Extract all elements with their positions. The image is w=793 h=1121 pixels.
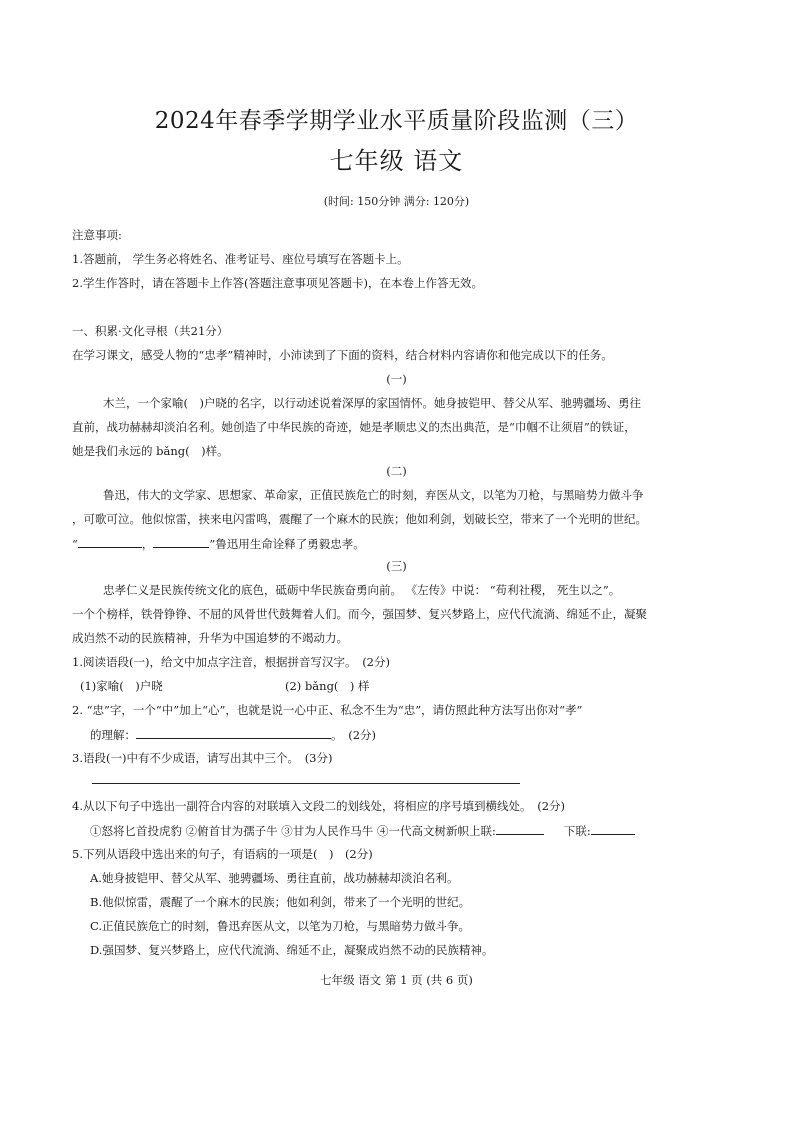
passage2-line-3-text: ”鲁迅用生命诠释了勇毅忠孝。 xyxy=(209,537,365,551)
lower-couplet-label: 下联: xyxy=(563,824,591,838)
section1-intro: 在学习课文，感受人物的“忠孝”精神时，小沛读到了下面的资料，结合材料内容请你和他完成以下的任务。 xyxy=(72,348,613,362)
section1-heading: 一、积累·文化寻根（共21分） xyxy=(72,324,229,338)
question-5-option-b: B.他似惊雷，震醒了一个麻木的民族；他如利剑，带来了一个光明的世纪。 xyxy=(90,895,471,909)
quote-open: “ xyxy=(72,537,78,551)
question-5: 5.下列从语段中选出来的句子，有语病的一项是( ) (2分) xyxy=(72,847,373,861)
lower-couplet-blank[interactable] xyxy=(591,822,635,835)
question-1-part-b: (2) bǎng( ) 样 xyxy=(285,679,370,693)
question-3: 3.语段(一)中有不少成语，请写出其中三个。 (3分) xyxy=(72,751,333,765)
question-5-option-a: A.她身披铠甲、替父从军、驰骋疆场、勇往直前，战功赫赫却淡泊名利。 xyxy=(90,871,459,885)
question-2-line-2 xyxy=(90,726,750,743)
passage3-line-1: 忠孝仁义是民族传统文化的底色，砥砺中华民族奋勇向前。 《左传》中说： “苟利社稷， 死生以之”。 xyxy=(103,583,621,597)
question-4-options xyxy=(90,822,750,839)
passage2-label: (二) xyxy=(386,464,407,478)
notes-item-2: 2.学生作答时，请在答题卡上作答(答题注意事项见答题卡)，在本卷上作答无效。 xyxy=(72,276,483,290)
question-2-answer-blank[interactable] xyxy=(136,726,331,739)
question-3-answer-line[interactable] xyxy=(92,783,520,784)
passage1-line-1: 木兰，一个家喻( )户晓的名字，以行动述说着深厚的家国情怀。她身披铠甲、替父从军、驰骋疆场、勇往 xyxy=(103,396,641,410)
passage1-line-3: 她是我们永远的 bǎng( )样。 xyxy=(72,444,229,458)
exam-info: (时间: 150分钟 满分: 120分) xyxy=(323,195,470,208)
notes-item-1: 1.答题前， 学生务必将姓名、准考证号、座位号填写在答题卡上。 xyxy=(72,252,409,266)
question-1-part-a: (1)家喻( )户晓 xyxy=(80,679,163,693)
passage3-line-3: 成岿然不动的民族精神，升华为中国追梦的不竭动力。 xyxy=(72,631,348,645)
question-2-suffix: 。 (2分) xyxy=(331,728,377,742)
question-4-options-text: ①怒将匕首投虎豹 ②俯首甘为孺子牛 ③甘为人民作马牛 ④一代高文树新帜上联: xyxy=(90,824,496,838)
passage1-label: (一) xyxy=(386,372,407,386)
question-5-option-c: C.正值民族危亡的时刻，鲁迅弃医从文，以笔为刀枪，与黑暗势力做斗争。 xyxy=(90,919,471,933)
exam-subtitle: 七年级 语文 xyxy=(329,147,464,175)
question-4: 4.从以下句子中选出一副符合内容的对联填入文段二的划线处，将相应的序号填到横线处。 (2分) xyxy=(72,799,566,813)
exam-title: 2024年春季学期学业水平质量阶段监测（三） xyxy=(154,108,639,134)
couplet-upper-blank[interactable] xyxy=(78,535,142,548)
passage2-line-1: 鲁迅，伟大的文学家、思想家、革命家，正值民族危亡的时刻，弃医从文，以笔为刀枪，与黑暗势力做斗争 xyxy=(103,488,644,502)
passage2-line-2: ，可歌可泣。他似惊雷，挟来电闪雷鸣，震醒了一个麻木的民族；他如利剑，划破长空，带来了一个光明的世纪。 xyxy=(72,512,647,526)
upper-couplet-blank[interactable] xyxy=(496,822,544,835)
question-2-line-1: 2. “忠”字，一个“中”加上“心”，也就是说一心中正、私念不生为“忠”，请仿照此种方法写出你对“孝” xyxy=(72,703,583,717)
couplet-lower-blank[interactable] xyxy=(153,535,209,548)
couplet-comma: ， xyxy=(141,537,154,551)
notes-heading: 注意事项: xyxy=(72,228,122,242)
passage2-line-3 xyxy=(72,535,732,552)
passage1-line-2: 直前，战功赫赫却淡泊名利。她创造了中华民族的奇迹，她是孝顺忠义的杰出典范，是“巾帼不让须眉”的铁证， xyxy=(72,420,636,434)
passage3-label: (三) xyxy=(386,559,407,573)
page-footer: 七年级 语文 第 1 页 (共 6 页) xyxy=(320,973,473,987)
question-5-option-d: D.强国梦、复兴梦路上，应代代流淌、绵延不止，凝聚成岿然不动的民族精神。 xyxy=(90,943,494,957)
question-2-prefix: 的理解： xyxy=(90,728,136,742)
question-1: 1.阅读语段(一)，给文中加点字注音，根据拼音写汉字。 (2分) xyxy=(72,655,390,669)
passage3-line-2: 一个个榜样，铁骨铮铮、不屈的风骨世代鼓舞着人们。而今，强国梦、复兴梦路上，应代代流淌、绵延不止，凝聚 xyxy=(72,607,647,621)
